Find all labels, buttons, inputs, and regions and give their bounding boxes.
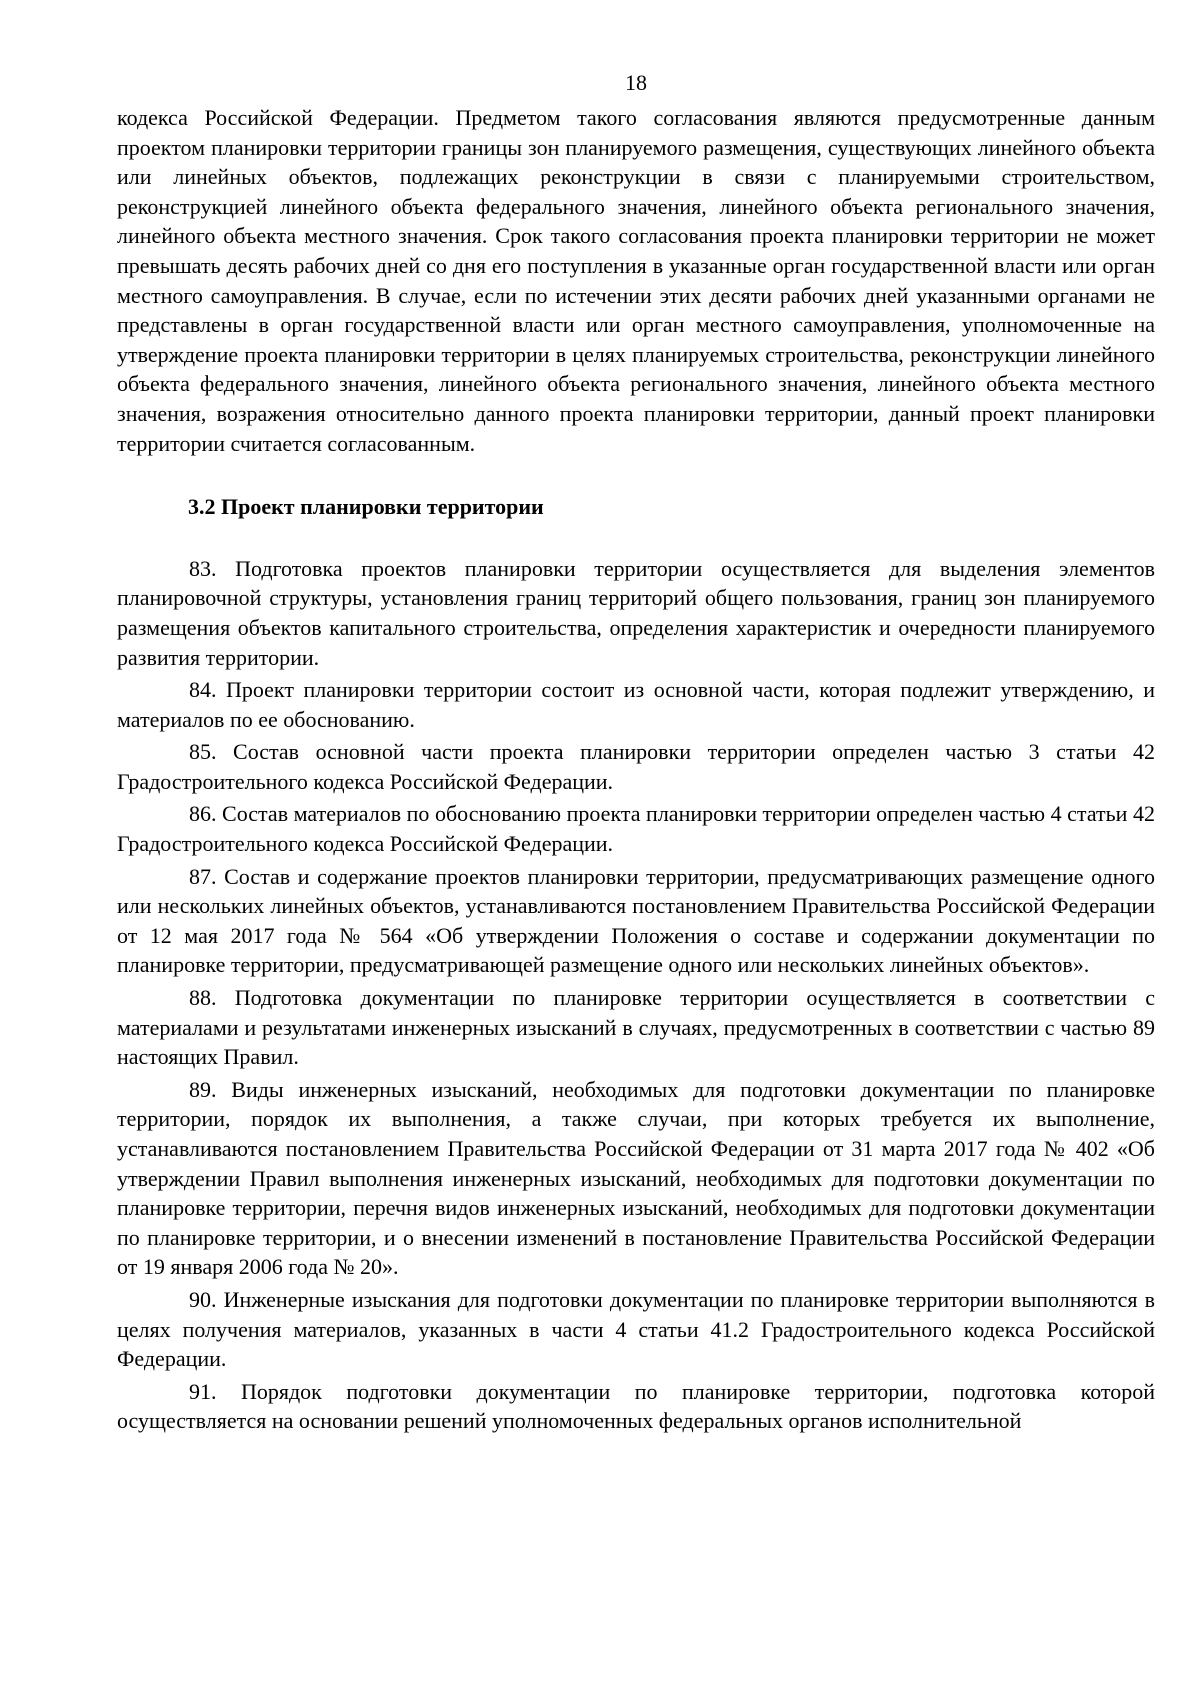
- paragraph-86: 86. Состав материалов по обоснованию проекта планировки территории определен частью 4 статьи 42 Градостроительного кодекса Российской Федерации.: [117, 801, 1155, 857]
- document-page: [117, 68, 1155, 1436]
- paragraph-89: 89. Виды инженерных изысканий, необходимых для подготовки документации по планировке территории, порядок их выполнения, а также случаи, при которых требуется их выполнение, устанавливаются постановлением Правительства Российской Федерации от 31 марта 2017 года № 402 «Об утверждении Правил выполнения инженерных изысканий, необходимых для подготовки документации по планировке территории, перечня видов инженерных изысканий, необходимых для подготовки документации по планировке территории, и о внесении изменений в постановление Правительства Российской Федерации от 19 января 2006 года № 20».: [117, 1076, 1155, 1280]
- paragraph-83: 83. Подготовка проектов планировки территории осуществляется для выделения элементов планировочной структуры, установления границ территорий общего пользования, границ зон планируемого размещения объектов капитального строительства, определения характеристик и очередности планируемого развития территории.: [117, 555, 1155, 670]
- paragraph-85: 85. Состав основной части проекта планировки территории определен частью 3 статьи 42 Градостроительного кодекса Российской Федерации.: [117, 739, 1155, 794]
- paragraph-90: 90. Инженерные изыскания для подготовки документации по планировке территории выполняются в целях получения материалов, указанных в части 4 статьи 41.2 Градостроительного кодекса Российской Федерации.: [117, 1286, 1155, 1372]
- paragraph-87: 87. Состав и содержание проектов планировки территории, предусматривающих размещение одного или нескольких линейных объектов, устанавливаются постановлением Правительства Российской Федерации от 12 мая 2017 года № 564 «Об утверждении Положения о составе и содержании документации по планировке территории, предусматривающей размещение одного или нескольких линейных объектов».: [117, 863, 1155, 978]
- section-heading: 3.2 Проект планировки территории: [188, 494, 544, 520]
- page-number: 18: [625, 70, 647, 95]
- paragraph-88: 88. Подготовка документации по планировке территории осуществляется в соответствии с материалами и результатами инженерных изысканий в случаях, предусмотренных в соответствии с частью 89 настоящих Правил.: [117, 985, 1155, 1070]
- paragraph-84: 84. Проект планировки территории состоит из основной части, которая подлежит утверждению, и материалов по ее обоснованию.: [117, 677, 1155, 732]
- intro-paragraph: кодекса Российской Федерации. Предметом такого согласования являются предусмотренные данным проектом планировки территории границы зон планируемого размещения, существующих линейного объекта или линейных объектов, подлежащих реконструкции в связи с планируемыми строительством, реконструкцией линейного объекта федерального значения, линейного объекта регионального значения, линейного объекта местного значения. Срок такого согласования проекта планировки территории не может превышать десять рабочих дней со дня его поступления в указанные орган государственной власти или орган местного самоуправления. В случае, если по истечении этих десяти рабочих дней указанными органами не представлены в орган государственной власти или орган местного самоуправления, уполномоченные на утверждение проекта планировки территории в целях планируемых строительства, реконструкции линейного объекта федерального значения, линейного объекта регионального значения, линейного объекта местного значения, возражения относительно данного проекта планировки территории, данный проект планировки территории считается согласованным.: [117, 105, 1155, 456]
- paragraph-91: 91. Порядок подготовки документации по планировке территории, подготовка которой осуществляется на основании решений уполномоченных федеральных органов исполнительной: [117, 1378, 1155, 1434]
